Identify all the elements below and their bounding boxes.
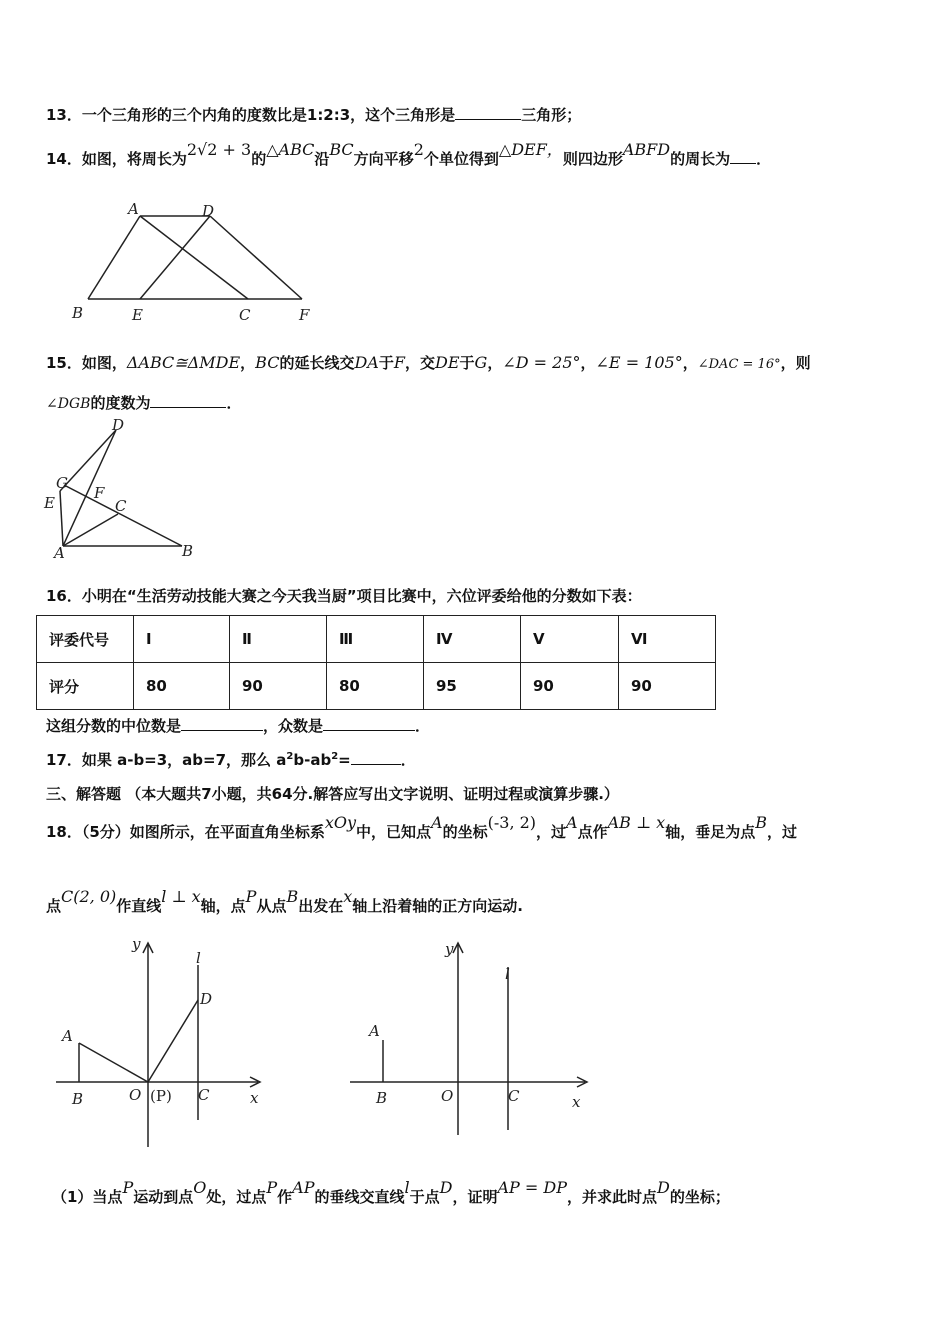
q14-direction: 方向平移 [353, 150, 414, 168]
sub1-p2: P [266, 1178, 278, 1197]
q15-angle-dgb: ∠DGB [46, 396, 91, 412]
q18-coord: 的坐标 [442, 823, 488, 841]
q17-text-c: = [338, 751, 351, 769]
q16-line [46, 585, 642, 606]
q14-quad-abfd: ABFD [622, 140, 671, 159]
q15-comma1: ， [240, 354, 256, 372]
q14-figure [66, 200, 316, 325]
q15-then: ，则 [780, 354, 811, 372]
q17-end: ． [400, 751, 416, 769]
q15-f: F [393, 353, 405, 372]
q15-angle-d: ∠D = 25° [502, 353, 581, 372]
table-cell: 90 [230, 663, 327, 710]
sub1-o: O [193, 1178, 207, 1197]
q15-seg-de [60, 430, 116, 491]
q15-answer-blank[interactable] [150, 393, 226, 408]
q18-ab-perp: AB ⊥ x [607, 813, 666, 832]
table-header-cell: Ⅴ [521, 616, 619, 663]
q18-num: 18．（5分）如图所示，在平面直角坐标系 [46, 823, 325, 841]
q15-figure [40, 418, 210, 563]
q18-guo: ，过 [536, 823, 567, 841]
q18-a: A [431, 813, 443, 832]
q14-label-e: E [132, 306, 143, 324]
q14-answer-blank[interactable] [730, 149, 756, 164]
table-row [37, 616, 716, 663]
q14-of: 的 [251, 150, 267, 168]
q14-label-f: F [299, 306, 310, 324]
q15-comma2: ， [487, 354, 503, 372]
q14-end: ． [756, 150, 772, 168]
q13-text-end: 三角形； [521, 106, 582, 124]
q17-sup1: 2 [286, 751, 294, 762]
sub1-ap: AP [292, 1178, 315, 1197]
q18-zhou2: 轴，点 [200, 897, 246, 915]
fig2-label-b: B [376, 1089, 388, 1107]
q18-line-2 [46, 887, 523, 916]
q18-from: 从点 [256, 897, 287, 915]
fig2-label-a: A [369, 1022, 380, 1040]
fig2-label-o: O [441, 1087, 454, 1105]
q14-perimeter: 2√2 + 3 [186, 140, 252, 159]
fig1-seg-ap [79, 1043, 148, 1082]
q18-zuo: 点作 [577, 823, 608, 841]
q15-seg-ea [60, 491, 63, 546]
sub1-p: P [122, 1178, 134, 1197]
q15-bc: BC [255, 353, 280, 372]
q14-bc: BC [329, 140, 354, 159]
sub1-b: 运动到点 [133, 1188, 194, 1206]
q17-text-a: 17．如果 a-b=3，ab=7，那么 a [46, 751, 287, 769]
q18-start: 出发在 [298, 897, 344, 915]
sub1-d: 作 [277, 1188, 293, 1206]
q15-congruence: ΔABC≅ΔMDE [126, 353, 241, 372]
table-header-cell: Ⅵ [619, 616, 716, 663]
q15-angle-dac: ∠DAC = 16° [697, 357, 781, 372]
q18-p: P [245, 887, 257, 906]
q18-mid: 中，已知点 [356, 823, 432, 841]
q18-line-1 [46, 813, 797, 842]
fig1-label-a: A [62, 1027, 73, 1045]
table-header-cell: Ⅲ [327, 616, 424, 663]
q15-seg-gb [64, 485, 182, 546]
q14-label-d: D [202, 202, 215, 220]
q15-at2: 于 [459, 354, 475, 372]
sub1-d2: D [656, 1178, 670, 1197]
q15-label-c: C [115, 497, 127, 515]
table-header-cell: Ⅰ [134, 616, 230, 663]
q14-seg-de [140, 216, 210, 299]
q15-label-e: E [44, 494, 55, 512]
sub1-i: 的坐标； [669, 1188, 730, 1206]
fig1-label-o: O [129, 1086, 142, 1104]
sub1-eq: AP = DP [497, 1178, 567, 1197]
table-cell: 评分 [37, 663, 134, 710]
q16-median-label: 这组分数的中位数是 [46, 717, 182, 735]
table-cell: 80 [327, 663, 424, 710]
q15-comma3: ， [580, 354, 596, 372]
table-header-cell: 评委代号 [37, 616, 134, 663]
q16-after-line [46, 715, 430, 736]
q18-xoy: xOy [324, 813, 357, 832]
q17-text-b: b-ab [293, 751, 332, 769]
q15-label-d: D [112, 418, 125, 434]
q16-mode-label: ，众数是 [263, 717, 324, 735]
q17-sup2: 2 [331, 751, 339, 762]
q13-line [46, 104, 581, 125]
q17-answer-blank[interactable] [351, 750, 401, 765]
q13-answer-blank[interactable] [455, 105, 521, 120]
sub1-dd: D [439, 1178, 453, 1197]
q18-x: x [343, 887, 353, 906]
q14-num: 14．如图，将周长为 [46, 150, 187, 168]
q18-a2: A [566, 813, 578, 832]
q18-zhou: 轴，垂足为点 [665, 823, 756, 841]
fig2-label-l: l [505, 965, 510, 983]
q14-triangle-def: △DEF， [498, 140, 563, 159]
q16-text: 16．小明在“生活劳动技能大赛之今天我当厨”项目比赛中，六位评委给他的分数如下表： [46, 587, 642, 605]
table-row [37, 663, 716, 710]
q18-b: B [755, 813, 767, 832]
q14-label-b: B [72, 304, 84, 322]
q15-de: DE [435, 353, 460, 372]
fig2-label-c: C [508, 1087, 520, 1105]
q14-seg-df [210, 216, 302, 299]
q15-at: 于 [378, 354, 394, 372]
q16-median-blank[interactable] [181, 716, 263, 731]
q15-jiao: ，交 [404, 354, 435, 372]
q14-label-c: C [239, 306, 251, 324]
q14-along: 沿 [314, 150, 330, 168]
fig1-label-y: y [132, 935, 141, 953]
fig1-seg-pd [148, 1000, 198, 1082]
q18-l-perp: l ⊥ x [161, 887, 201, 906]
section-3-heading [46, 783, 619, 804]
q15-label-g: G [56, 474, 68, 492]
q15-ask: 的度数为 [90, 394, 151, 412]
q15-num: 15．如图， [46, 354, 127, 372]
q17-line [46, 749, 416, 770]
fig1-label-l: l [196, 949, 201, 967]
q16-end: ． [415, 717, 431, 735]
fig2-label-x: x [572, 1093, 581, 1111]
table-header-cell: Ⅱ [230, 616, 327, 663]
score-table [36, 615, 716, 710]
q14-line [46, 140, 772, 169]
q15-ext: 的延长线交 [279, 354, 355, 372]
q15-label-f: F [94, 484, 105, 502]
table-cell: 80 [134, 663, 230, 710]
q15-end: ． [226, 394, 242, 412]
q18-a-value: (-3, 2) [487, 813, 537, 832]
q14-seg-ac [140, 216, 248, 299]
q15-line-1 [46, 352, 811, 373]
sub1-e: 的垂线交直线 [314, 1188, 405, 1206]
fig1-label-b: B [72, 1090, 84, 1108]
sub1-f: 于点 [409, 1188, 440, 1206]
table-cell: 90 [521, 663, 619, 710]
q14-two: 2 [413, 140, 424, 159]
q15-label-a: A [54, 544, 65, 562]
q15-da: DA [354, 353, 379, 372]
q18-rest: 轴上沿着轴的正方向运动. [352, 897, 523, 915]
sub1-h: ，并求此时点 [566, 1188, 657, 1206]
table-cell: 90 [619, 663, 716, 710]
fig1-label-p: (P) [150, 1087, 172, 1105]
q14-ask: 的周长为 [670, 150, 731, 168]
q18-c-value: C(2, 0) [61, 887, 117, 906]
q18-b2: B [286, 887, 299, 906]
q18-figure-2 [345, 935, 595, 1150]
q13-text: 13．一个三角形的三个内角的度数比是1:2:3，这个三角形是 [46, 106, 456, 124]
fig2-label-y: y [445, 940, 454, 958]
q18-zuo-line: 作直线 [116, 897, 162, 915]
section-3-text: 三、解答题 （本大题共7小题，共64分.解答应写出文字说明、证明过程或演算步骤.） [46, 785, 619, 803]
fig1-label-c: C [198, 1086, 210, 1104]
q14-label-a: A [128, 200, 139, 218]
fig1-label-d: D [200, 990, 213, 1008]
q14-triangle-abc: △ABC [266, 140, 315, 159]
q18-sub1-line [52, 1178, 730, 1207]
q15-angle-e: ∠E = 105° [595, 353, 683, 372]
sub1-g: ，证明 [452, 1188, 498, 1206]
sub1-c: 处，过点 [206, 1188, 267, 1206]
sub1-a: （1）当点 [52, 1188, 123, 1206]
q18-guo2: ，过 [766, 823, 797, 841]
table-header-cell: Ⅳ [424, 616, 521, 663]
q14-seg-ab [88, 216, 140, 299]
fig1-label-x: x [250, 1089, 259, 1107]
q15-comma4: ， [682, 354, 698, 372]
q16-mode-blank[interactable] [323, 716, 415, 731]
q15-line-2 [46, 392, 241, 413]
q18-figure-1 [50, 935, 275, 1150]
q15-g: G [474, 353, 488, 372]
q15-seg-ac [63, 514, 118, 546]
sub1-l: l [404, 1178, 410, 1197]
table-cell: 95 [424, 663, 521, 710]
q15-label-b: B [182, 542, 194, 560]
q18-dian: 点 [46, 897, 62, 915]
q14-units: 个单位得到 [423, 150, 499, 168]
q14-then: 则四边形 [562, 150, 623, 168]
